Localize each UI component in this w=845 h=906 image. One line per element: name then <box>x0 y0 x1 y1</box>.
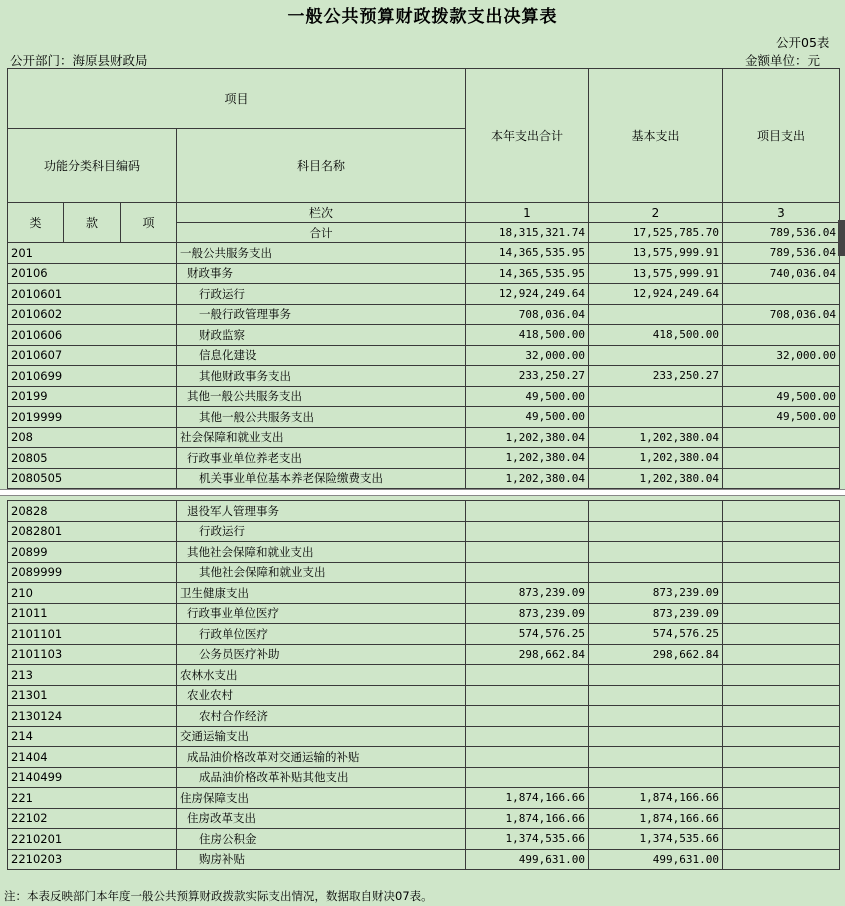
table-row <box>8 788 840 809</box>
row-code: 20899 <box>8 542 177 563</box>
row-basic <box>589 501 723 522</box>
row-name: 农业农村 <box>177 685 466 706</box>
row-project <box>723 284 840 305</box>
row-project <box>723 521 840 542</box>
row-name: 行政运行 <box>177 284 466 305</box>
table-row <box>8 284 840 305</box>
row-code: 2101101 <box>8 624 177 645</box>
row-total: 873,239.09 <box>466 583 589 604</box>
row-project <box>723 542 840 563</box>
row-project <box>723 849 840 870</box>
header-project-exp: 项目支出 <box>723 69 840 203</box>
row-project <box>723 665 840 686</box>
table-row <box>8 747 840 768</box>
row-total <box>466 501 589 522</box>
row-project <box>723 644 840 665</box>
table-row <box>8 263 840 284</box>
row-project <box>723 468 840 489</box>
row-total: 574,576.25 <box>466 624 589 645</box>
row-name: 信息化建设 <box>177 345 466 366</box>
row-name: 社会保障和就业支出 <box>177 427 466 448</box>
row-project <box>723 624 840 645</box>
row-name: 行政事业单位养老支出 <box>177 448 466 469</box>
row-code: 2140499 <box>8 767 177 788</box>
row-basic <box>589 726 723 747</box>
row-project <box>723 427 840 448</box>
table-row <box>8 849 840 870</box>
row-basic: 1,202,380.04 <box>589 448 723 469</box>
row-project: 708,036.04 <box>723 304 840 325</box>
total-row-total: 18,315,321.74 <box>466 223 589 243</box>
row-total <box>466 706 589 727</box>
row-project <box>723 325 840 346</box>
row-total: 1,202,380.04 <box>466 448 589 469</box>
row-basic: 1,202,380.04 <box>589 427 723 448</box>
row-total <box>466 521 589 542</box>
row-code: 20106 <box>8 263 177 284</box>
table-row <box>8 542 840 563</box>
row-total: 12,924,249.64 <box>466 284 589 305</box>
row-code: 2210203 <box>8 849 177 870</box>
row-total: 14,365,535.95 <box>466 243 589 264</box>
row-project <box>723 603 840 624</box>
header-total: 本年支出合计 <box>466 69 589 203</box>
row-name: 住房公积金 <box>177 829 466 850</box>
row-name: 财政监察 <box>177 325 466 346</box>
table-row <box>8 448 840 469</box>
header-kuan: 款 <box>64 203 121 243</box>
table-row <box>8 685 840 706</box>
row-code: 2101103 <box>8 644 177 665</box>
row-name: 机关事业单位基本养老保险缴费支出 <box>177 468 466 489</box>
row-basic <box>589 407 723 428</box>
table-row <box>8 808 840 829</box>
table-row <box>8 304 840 325</box>
row-code: 21301 <box>8 685 177 706</box>
row-code: 210 <box>8 583 177 604</box>
row-code: 22102 <box>8 808 177 829</box>
row-total: 1,874,166.66 <box>466 788 589 809</box>
total-row-label: 合计 <box>177 223 466 243</box>
header-func-code: 功能分类科目编码 <box>8 129 177 203</box>
row-code: 2010602 <box>8 304 177 325</box>
row-project <box>723 562 840 583</box>
row-code: 20199 <box>8 386 177 407</box>
page-separator <box>0 489 845 496</box>
table-row <box>8 624 840 645</box>
row-name: 成品油价格改革补贴其他支出 <box>177 767 466 788</box>
row-total: 49,500.00 <box>466 386 589 407</box>
row-total <box>466 747 589 768</box>
header-basic: 基本支出 <box>589 69 723 203</box>
row-basic <box>589 542 723 563</box>
row-name: 行政单位医疗 <box>177 624 466 645</box>
table-row <box>8 767 840 788</box>
row-code: 2080505 <box>8 468 177 489</box>
row-name: 行政运行 <box>177 521 466 542</box>
row-basic <box>589 386 723 407</box>
row-name: 一般公共服务支出 <box>177 243 466 264</box>
row-basic <box>589 345 723 366</box>
row-total: 1,202,380.04 <box>466 427 589 448</box>
row-basic <box>589 767 723 788</box>
row-project: 49,500.00 <box>723 386 840 407</box>
row-name: 住房保障支出 <box>177 788 466 809</box>
row-total: 1,374,535.66 <box>466 829 589 850</box>
row-project: 740,036.04 <box>723 263 840 284</box>
row-name: 其他财政事务支出 <box>177 366 466 387</box>
row-basic: 1,874,166.66 <box>589 808 723 829</box>
row-project <box>723 726 840 747</box>
row-project <box>723 366 840 387</box>
table-row <box>8 726 840 747</box>
row-total: 1,874,166.66 <box>466 808 589 829</box>
row-code: 2019999 <box>8 407 177 428</box>
row-total <box>466 685 589 706</box>
row-project <box>723 448 840 469</box>
row-total <box>466 665 589 686</box>
header-project: 项目 <box>8 69 466 129</box>
row-basic: 298,662.84 <box>589 644 723 665</box>
table-row <box>8 644 840 665</box>
row-basic: 1,874,166.66 <box>589 788 723 809</box>
row-code: 2010601 <box>8 284 177 305</box>
row-name: 其他社会保障和就业支出 <box>177 562 466 583</box>
row-total <box>466 726 589 747</box>
row-total <box>466 542 589 563</box>
row-name: 退役军人管理事务 <box>177 501 466 522</box>
row-basic: 499,631.00 <box>589 849 723 870</box>
table-row <box>8 583 840 604</box>
row-name: 住房改革支出 <box>177 808 466 829</box>
row-project <box>723 829 840 850</box>
row-basic <box>589 747 723 768</box>
row-basic <box>589 685 723 706</box>
table-row <box>8 366 840 387</box>
header-n2: 2 <box>589 203 723 223</box>
row-basic <box>589 521 723 542</box>
row-project <box>723 501 840 522</box>
row-code: 2210201 <box>8 829 177 850</box>
row-basic <box>589 706 723 727</box>
header-subject-name: 科目名称 <box>177 129 466 203</box>
row-project <box>723 767 840 788</box>
table-row <box>8 243 840 264</box>
row-project <box>723 788 840 809</box>
row-name: 农林水支出 <box>177 665 466 686</box>
row-code: 20828 <box>8 501 177 522</box>
row-name: 其他一般公共服务支出 <box>177 407 466 428</box>
row-total: 298,662.84 <box>466 644 589 665</box>
report-title: 一般公共预算财政拨款支出决算表 <box>287 7 558 27</box>
row-project: 789,536.04 <box>723 243 840 264</box>
row-code: 221 <box>8 788 177 809</box>
row-total: 499,631.00 <box>466 849 589 870</box>
table-row <box>8 706 840 727</box>
table-row <box>8 468 840 489</box>
row-project <box>723 808 840 829</box>
row-project: 32,000.00 <box>723 345 840 366</box>
row-basic: 418,500.00 <box>589 325 723 346</box>
header-xiang: 项 <box>121 203 177 243</box>
table-row <box>8 325 840 346</box>
row-code: 208 <box>8 427 177 448</box>
row-code: 2010699 <box>8 366 177 387</box>
row-total: 233,250.27 <box>466 366 589 387</box>
row-code: 2010607 <box>8 345 177 366</box>
expenditure-table-top <box>7 68 840 489</box>
row-project <box>723 685 840 706</box>
table-row <box>8 829 840 850</box>
row-total <box>466 767 589 788</box>
row-name: 卫生健康支出 <box>177 583 466 604</box>
row-code: 201 <box>8 243 177 264</box>
row-code: 2130124 <box>8 706 177 727</box>
table-row <box>8 521 840 542</box>
total-row-basic: 17,525,785.70 <box>589 223 723 243</box>
row-name: 农村合作经济 <box>177 706 466 727</box>
row-project <box>723 583 840 604</box>
header-lei: 类 <box>8 203 64 243</box>
scrollbar-thumb[interactable] <box>838 220 845 256</box>
row-total: 708,036.04 <box>466 304 589 325</box>
row-total: 14,365,535.95 <box>466 263 589 284</box>
row-name: 其他社会保障和就业支出 <box>177 542 466 563</box>
row-total: 873,239.09 <box>466 603 589 624</box>
row-basic: 574,576.25 <box>589 624 723 645</box>
table-row <box>8 501 840 522</box>
row-basic: 233,250.27 <box>589 366 723 387</box>
row-total <box>466 562 589 583</box>
table-code: 公开05表 <box>776 35 830 50</box>
row-total: 1,202,380.04 <box>466 468 589 489</box>
row-name: 行政事业单位医疗 <box>177 603 466 624</box>
table-row <box>8 562 840 583</box>
table-row <box>8 386 840 407</box>
row-basic: 12,924,249.64 <box>589 284 723 305</box>
header-n3: 3 <box>723 203 840 223</box>
row-code: 20805 <box>8 448 177 469</box>
row-basic <box>589 304 723 325</box>
row-name: 其他一般公共服务支出 <box>177 386 466 407</box>
row-project <box>723 706 840 727</box>
row-total: 49,500.00 <box>466 407 589 428</box>
header-n1: 1 <box>466 203 589 223</box>
row-code: 2010606 <box>8 325 177 346</box>
total-row-project: 789,536.04 <box>723 223 840 243</box>
table-row <box>8 603 840 624</box>
department-label: 公开部门：海原县财政局 <box>10 53 148 68</box>
row-project <box>723 747 840 768</box>
row-code: 2082801 <box>8 521 177 542</box>
row-name: 交通运输支出 <box>177 726 466 747</box>
header-lanci: 栏次 <box>177 203 466 223</box>
table-row <box>8 407 840 428</box>
row-basic: 1,202,380.04 <box>589 468 723 489</box>
row-project: 49,500.00 <box>723 407 840 428</box>
table-row <box>8 345 840 366</box>
row-code: 214 <box>8 726 177 747</box>
row-name: 成品油价格改革对交通运输的补贴 <box>177 747 466 768</box>
row-code: 21404 <box>8 747 177 768</box>
table-row <box>8 665 840 686</box>
row-basic: 873,239.09 <box>589 603 723 624</box>
row-basic: 13,575,999.91 <box>589 263 723 284</box>
row-name: 一般行政管理事务 <box>177 304 466 325</box>
row-basic <box>589 562 723 583</box>
row-basic: 1,374,535.66 <box>589 829 723 850</box>
row-name: 财政事务 <box>177 263 466 284</box>
row-name: 购房补贴 <box>177 849 466 870</box>
row-code: 2089999 <box>8 562 177 583</box>
unit-label: 金额单位：元 <box>745 53 821 68</box>
row-total: 418,500.00 <box>466 325 589 346</box>
row-basic <box>589 665 723 686</box>
table-row <box>8 427 840 448</box>
expenditure-table-bottom <box>7 500 840 870</box>
row-basic: 873,239.09 <box>589 583 723 604</box>
row-basic: 13,575,999.91 <box>589 243 723 264</box>
row-code: 213 <box>8 665 177 686</box>
row-name: 公务员医疗补助 <box>177 644 466 665</box>
row-code: 21011 <box>8 603 177 624</box>
footnote: 注：本表反映部门本年度一般公共预算财政拨款实际支出情况，数据取自财决07表。 <box>4 889 433 903</box>
row-total: 32,000.00 <box>466 345 589 366</box>
